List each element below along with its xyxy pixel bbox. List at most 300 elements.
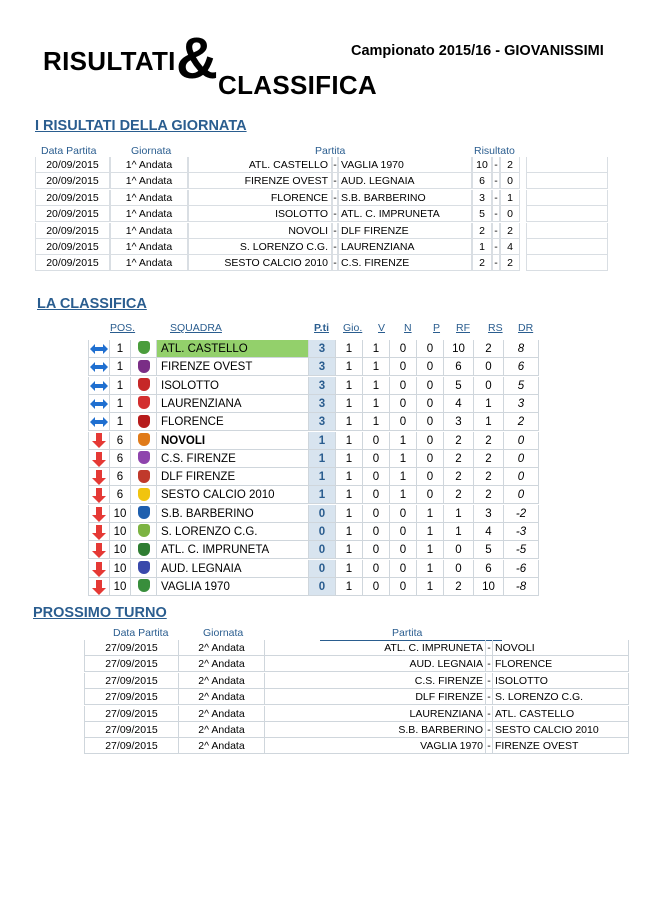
score-separator: - (492, 239, 500, 255)
result-separator: - (333, 191, 337, 204)
fixture-home-team: ATL. C. IMPRUNETA (265, 640, 485, 656)
result-date: 20/09/2015 (35, 239, 110, 255)
score-separator: - (492, 190, 500, 206)
standings-goals-for: 6 (444, 358, 474, 376)
title-ampersand: & (176, 26, 218, 91)
standings-position: 1 (110, 395, 131, 413)
standings-points: 3 (309, 395, 336, 413)
standings-goals-for: 2 (444, 486, 474, 504)
fixture-round: 2^ Andata (179, 738, 265, 754)
result-blank-cell (526, 255, 608, 271)
standings-points: 0 (309, 578, 336, 596)
standings-header-gf: RF (456, 322, 470, 334)
down-arrow-icon (88, 505, 110, 523)
standings-lost: 0 (417, 486, 444, 504)
team-crest-icon (138, 543, 150, 556)
result-away-team: VAGLIA 1970 (338, 157, 472, 173)
standings-lost: 0 (417, 358, 444, 376)
standings-drawn: 1 (390, 450, 417, 468)
standings-goals-for: 0 (444, 560, 474, 578)
standings-played: 1 (336, 560, 363, 578)
standings-row (88, 377, 539, 395)
down-arrow-icon (88, 450, 110, 468)
standings-goals-for: 4 (444, 395, 474, 413)
standings-played: 1 (336, 432, 363, 450)
result-away-goals: 2 (500, 223, 520, 239)
standings-header-pos: POS. (110, 322, 136, 334)
fixture-row (84, 689, 584, 705)
standings-header-played: Gio. (343, 322, 363, 334)
standings-goal-diff: 0 (504, 450, 539, 468)
double-arrow-icon (88, 413, 110, 431)
results-header-date: Data Partita (41, 145, 97, 157)
fixture-away-team: FLORENCE (493, 656, 629, 672)
result-home-team: FIRENZE OVEST (188, 173, 332, 189)
results-header-match: Partita (315, 145, 346, 157)
result-home-goals: 2 (472, 255, 492, 271)
results-header-score: Risultato (474, 145, 515, 157)
standings-team: AUD. LEGNAIA (157, 560, 309, 578)
standings-header-ga: RS (488, 322, 503, 334)
result-home-goals: 2 (472, 223, 492, 239)
standings-team: FIRENZE OVEST (157, 358, 309, 376)
result-blank-cell (526, 157, 608, 173)
result-round: 1^ Andata (110, 206, 188, 222)
standings-goal-diff: -5 (504, 541, 539, 559)
team-crest-icon (138, 378, 150, 391)
standings-row (88, 413, 539, 431)
result-round: 1^ Andata (110, 255, 188, 271)
standings-goals-for: 2 (444, 432, 474, 450)
team-crest-cell (131, 432, 157, 450)
fixture-row (84, 640, 547, 656)
fixture-separator: - (485, 673, 493, 689)
results-header-round: Giornata (131, 145, 172, 157)
standings-position: 6 (110, 486, 131, 504)
team-crest-cell (131, 523, 157, 541)
standings-header-points: P.ti (314, 322, 329, 334)
standings-drawn: 0 (390, 395, 417, 413)
fixture-away-team: ATL. CASTELLO (493, 706, 629, 722)
result-home-team: ATL. CASTELLO (188, 157, 332, 173)
next-round-section-title: PROSSIMO TURNO (33, 605, 167, 621)
standings-row (88, 340, 539, 358)
standings-goals-against: 3 (474, 505, 504, 523)
standings-lost: 1 (417, 541, 444, 559)
standings-points: 1 (309, 468, 336, 486)
standings-drawn: 0 (390, 377, 417, 395)
standings-goals-against: 10 (474, 578, 504, 596)
standings-goal-diff: 0 (504, 432, 539, 450)
standings-goals-for: 2 (444, 468, 474, 486)
standings-points: 1 (309, 486, 336, 504)
fixture-home-team: LAURENZIANA (265, 706, 485, 722)
standings-row (88, 560, 539, 578)
standings-drawn: 0 (390, 541, 417, 559)
fixture-separator: - (485, 722, 493, 738)
result-blank-cell (526, 206, 608, 222)
standings-goal-diff: 5 (504, 377, 539, 395)
result-row (35, 173, 608, 189)
standings-position: 10 (110, 523, 131, 541)
fixture-home-team: AUD. LEGNAIA (265, 656, 485, 672)
standings-drawn: 0 (390, 358, 417, 376)
result-row (35, 223, 608, 239)
score-separator: - (492, 255, 500, 271)
standings-section-title: LA CLASSIFICA (37, 296, 147, 312)
standings-goals-for: 2 (444, 450, 474, 468)
standings-lost: 0 (417, 413, 444, 431)
team-crest-icon (138, 506, 150, 519)
standings-drawn: 0 (390, 560, 417, 578)
standings-won: 1 (363, 395, 390, 413)
team-crest-cell (131, 395, 157, 413)
standings-drawn: 1 (390, 468, 417, 486)
standings-lost: 0 (417, 340, 444, 358)
fixture-home-team: C.S. FIRENZE (265, 673, 485, 689)
standings-position: 1 (110, 413, 131, 431)
standings-goals-against: 4 (474, 523, 504, 541)
fixture-round: 2^ Andata (179, 722, 265, 738)
standings-goal-diff: 2 (504, 413, 539, 431)
fixture-away-team: SESTO CALCIO 2010 (493, 722, 629, 738)
standings-won: 0 (363, 450, 390, 468)
result-away-goals: 2 (500, 157, 520, 173)
standings-goal-diff: 0 (504, 486, 539, 504)
standings-position: 6 (110, 468, 131, 486)
result-blank-cell (526, 223, 608, 239)
standings-row (88, 541, 539, 559)
standings-drawn: 1 (390, 432, 417, 450)
standings-team: S.B. BARBERINO (157, 505, 309, 523)
result-home-goals: 10 (472, 157, 492, 173)
standings-goals-against: 6 (474, 560, 504, 578)
standings-points: 0 (309, 505, 336, 523)
fixture-home-team: S.B. BARBERINO (265, 722, 485, 738)
standings-won: 0 (363, 541, 390, 559)
standings-points: 0 (309, 560, 336, 578)
standings-team: ISOLOTTO (157, 377, 309, 395)
standings-lost: 0 (417, 468, 444, 486)
standings-played: 1 (336, 486, 363, 504)
result-separator: - (333, 208, 337, 221)
standings-team: ATL. CASTELLO (157, 340, 309, 358)
result-home-goals: 5 (472, 206, 492, 222)
standings-row (88, 468, 539, 486)
standings-goals-against: 2 (474, 450, 504, 468)
standings-points: 3 (309, 358, 336, 376)
standings-won: 0 (363, 560, 390, 578)
standings-drawn: 0 (390, 523, 417, 541)
standings-row (88, 578, 539, 596)
result-home-team: S. LORENZO C.G. (188, 239, 332, 255)
standings-header-team: SQUADRA (170, 322, 222, 334)
standings-played: 1 (336, 541, 363, 559)
standings-position: 1 (110, 340, 131, 358)
team-crest-cell (131, 358, 157, 376)
fixture-separator: - (485, 640, 493, 656)
team-crest-icon (138, 524, 150, 537)
standings-lost: 0 (417, 395, 444, 413)
result-home-team: SESTO CALCIO 2010 (188, 255, 332, 271)
standings-goals-for: 0 (444, 541, 474, 559)
standings-won: 0 (363, 432, 390, 450)
result-away-goals: 0 (500, 206, 520, 222)
standings-points: 3 (309, 413, 336, 431)
down-arrow-icon (88, 560, 110, 578)
standings-team: C.S. FIRENZE (157, 450, 309, 468)
result-home-goals: 1 (472, 239, 492, 255)
next-header-date: Data Partita (113, 627, 169, 639)
team-crest-cell (131, 505, 157, 523)
standings-goals-for: 3 (444, 413, 474, 431)
fixture-row (84, 673, 547, 689)
standings-goal-diff: -3 (504, 523, 539, 541)
standings-position: 1 (110, 377, 131, 395)
standings-header-drawn: N (404, 322, 412, 334)
result-separator: - (333, 175, 337, 188)
standings-lost: 1 (417, 560, 444, 578)
standings-row (88, 358, 539, 376)
standings-row (88, 505, 539, 523)
down-arrow-icon (88, 486, 110, 504)
standings-won: 1 (363, 340, 390, 358)
result-date: 20/09/2015 (35, 206, 110, 222)
standings-goals-against: 2 (474, 468, 504, 486)
team-crest-icon (138, 488, 150, 501)
fixture-separator: - (485, 738, 493, 754)
standings-drawn: 0 (390, 413, 417, 431)
team-crest-cell (131, 468, 157, 486)
standings-won: 0 (363, 523, 390, 541)
standings-lost: 1 (417, 578, 444, 596)
standings-goal-diff: -2 (504, 505, 539, 523)
standings-played: 1 (336, 395, 363, 413)
fixture-row (84, 738, 579, 754)
standings-position: 10 (110, 505, 131, 523)
team-crest-icon (138, 433, 150, 446)
standings-played: 1 (336, 358, 363, 376)
team-crest-icon (138, 360, 150, 373)
standings-goals-for: 1 (444, 505, 474, 523)
fixture-date: 27/09/2015 (84, 640, 179, 656)
standings-position: 1 (110, 358, 131, 376)
team-crest-cell (131, 560, 157, 578)
results-section-title: I RISULTATI DELLA GIORNATA (35, 118, 247, 134)
fixture-away-team: FIRENZE OVEST (493, 738, 629, 754)
standings-goals-for: 2 (444, 578, 474, 596)
double-arrow-icon (88, 377, 110, 395)
team-crest-cell (131, 486, 157, 504)
fixture-row (84, 722, 599, 738)
result-row (35, 206, 608, 222)
standings-points: 1 (309, 432, 336, 450)
team-crest-cell (131, 340, 157, 358)
result-row (35, 157, 608, 173)
result-away-goals: 2 (500, 255, 520, 271)
title-classifica: CLASSIFICA (218, 70, 377, 100)
standings-drawn: 0 (390, 340, 417, 358)
result-away-team: AUD. LEGNAIA (338, 173, 472, 189)
result-date: 20/09/2015 (35, 173, 110, 189)
result-row (35, 190, 608, 206)
result-away-goals: 1 (500, 190, 520, 206)
score-separator: - (492, 206, 500, 222)
result-row (35, 239, 608, 255)
fixture-date: 27/09/2015 (84, 673, 179, 689)
result-separator: - (333, 241, 337, 253)
standings-team: NOVOLI (157, 432, 309, 450)
standings-position: 10 (110, 578, 131, 596)
team-crest-cell (131, 377, 157, 395)
score-separator: - (492, 223, 500, 239)
team-crest-icon (138, 415, 150, 428)
standings-goal-diff: -8 (504, 578, 539, 596)
standings-goal-diff: 3 (504, 395, 539, 413)
team-crest-icon (138, 470, 150, 483)
standings-won: 0 (363, 578, 390, 596)
fixture-separator: - (485, 706, 493, 722)
result-round: 1^ Andata (110, 190, 188, 206)
score-separator: - (492, 173, 500, 189)
championship-label: Campionato 2015/16 - GIOVANISSIMI (351, 43, 604, 59)
result-blank-cell (526, 173, 608, 189)
standings-played: 1 (336, 413, 363, 431)
fixture-round: 2^ Andata (179, 706, 265, 722)
fixture-separator: - (485, 656, 493, 672)
standings-points: 0 (309, 523, 336, 541)
standings-position: 6 (110, 450, 131, 468)
result-away-team: S.B. BARBERINO (338, 190, 472, 206)
standings-goals-for: 1 (444, 523, 474, 541)
team-crest-icon (138, 396, 150, 409)
result-round: 1^ Andata (110, 239, 188, 255)
fixture-date: 27/09/2015 (84, 656, 179, 672)
standings-team: SESTO CALCIO 2010 (157, 486, 309, 504)
standings-goal-diff: 8 (504, 340, 539, 358)
double-arrow-icon (88, 395, 110, 413)
standings-goal-diff: 0 (504, 468, 539, 486)
standings-played: 1 (336, 523, 363, 541)
team-crest-icon (138, 561, 150, 574)
result-away-goals: 4 (500, 239, 520, 255)
next-header-round: Giornata (203, 627, 244, 639)
standings-goals-for: 10 (444, 340, 474, 358)
result-away-goals: 0 (500, 173, 520, 189)
standings-team: DLF FIRENZE (157, 468, 309, 486)
standings-goals-for: 5 (444, 377, 474, 395)
down-arrow-icon (88, 523, 110, 541)
standings-drawn: 0 (390, 505, 417, 523)
standings-row (88, 486, 539, 504)
fixture-home-team: VAGLIA 1970 (265, 738, 485, 754)
standings-team: LAURENZIANA (157, 395, 309, 413)
down-arrow-icon (88, 578, 110, 596)
result-date: 20/09/2015 (35, 223, 110, 239)
standings-header-won: V (378, 322, 386, 334)
result-home-goals: 3 (472, 190, 492, 206)
standings-won: 0 (363, 505, 390, 523)
standings-team: ATL. C. IMPRUNETA (157, 541, 309, 559)
standings-lost: 0 (417, 450, 444, 468)
standings-lost: 1 (417, 505, 444, 523)
standings-points: 3 (309, 340, 336, 358)
result-home-goals: 6 (472, 173, 492, 189)
standings-goals-against: 1 (474, 413, 504, 431)
standings-goal-diff: -6 (504, 560, 539, 578)
result-blank-cell (526, 239, 608, 255)
standings-team: S. LORENZO C.G. (157, 523, 309, 541)
standings-points: 1 (309, 450, 336, 468)
result-away-team: ATL. C. IMPRUNETA (338, 206, 472, 222)
standings-played: 1 (336, 505, 363, 523)
fixture-away-team: ISOLOTTO (493, 673, 629, 689)
standings-row (88, 432, 539, 450)
standings-goal-diff: 6 (504, 358, 539, 376)
standings-drawn: 1 (390, 486, 417, 504)
down-arrow-icon (88, 468, 110, 486)
standings-goals-against: 2 (474, 340, 504, 358)
result-separator: - (333, 159, 337, 171)
result-row (35, 255, 608, 271)
double-arrow-icon (88, 358, 110, 376)
standings-position: 10 (110, 560, 131, 578)
next-header-match: Partita (392, 627, 423, 639)
title-risultati: RISULTATI (43, 46, 176, 76)
standings-goals-against: 2 (474, 486, 504, 504)
result-blank-cell (526, 190, 608, 206)
standings-goals-against: 2 (474, 432, 504, 450)
fixture-home-team: DLF FIRENZE (265, 689, 485, 705)
fixture-away-team: NOVOLI (493, 640, 629, 656)
fixture-date: 27/09/2015 (84, 722, 179, 738)
result-separator: - (333, 257, 337, 270)
result-home-team: ISOLOTTO (188, 206, 332, 222)
fixture-round: 2^ Andata (179, 640, 265, 656)
standings-row (88, 450, 539, 468)
standings-team: FLORENCE (157, 413, 309, 431)
fixture-date: 27/09/2015 (84, 738, 179, 754)
standings-played: 1 (336, 578, 363, 596)
down-arrow-icon (88, 541, 110, 559)
standings-won: 1 (363, 358, 390, 376)
standings-played: 1 (336, 468, 363, 486)
standings-won: 0 (363, 468, 390, 486)
team-crest-cell (131, 578, 157, 596)
standings-won: 1 (363, 413, 390, 431)
fixture-round: 2^ Andata (179, 673, 265, 689)
standings-won: 0 (363, 486, 390, 504)
team-crest-icon (138, 451, 150, 464)
standings-points: 0 (309, 541, 336, 559)
result-date: 20/09/2015 (35, 190, 110, 206)
standings-lost: 0 (417, 377, 444, 395)
result-home-team: FLORENCE (188, 190, 332, 206)
standings-header-lost: P (433, 322, 441, 334)
standings-won: 1 (363, 377, 390, 395)
team-crest-cell (131, 413, 157, 431)
fixture-round: 2^ Andata (179, 656, 265, 672)
result-home-team: NOVOLI (188, 223, 332, 239)
standings-position: 6 (110, 432, 131, 450)
team-crest-cell (131, 541, 157, 559)
result-round: 1^ Andata (110, 157, 188, 173)
standings-header-gd: DR (518, 322, 534, 334)
standings-goals-against: 0 (474, 377, 504, 395)
standings-drawn: 0 (390, 578, 417, 596)
standings-goals-against: 0 (474, 358, 504, 376)
standings-row (88, 395, 539, 413)
